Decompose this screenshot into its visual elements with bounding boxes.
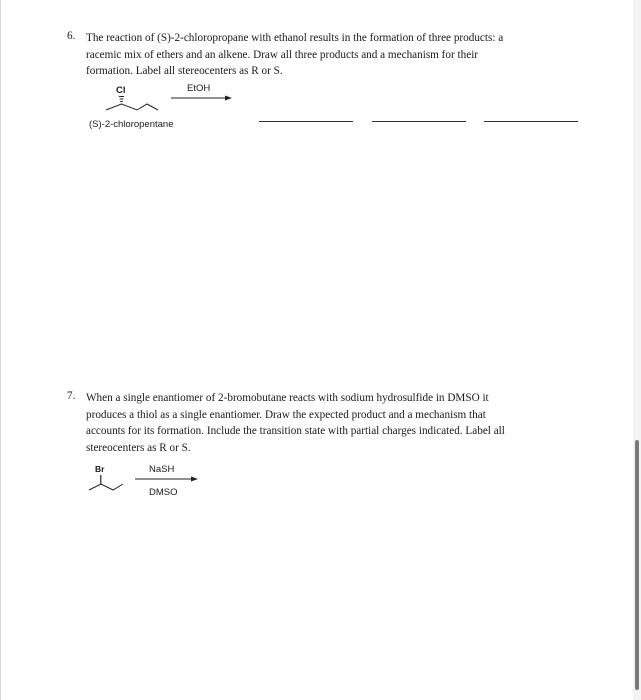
question-7-line-2: produces a thiol as a single enantiomer. Draw the expected product and a mechanism that bbox=[86, 408, 486, 421]
question-6-text bbox=[86, 30, 503, 80]
answer-blank-3 bbox=[484, 121, 578, 122]
question-6-line-2: racemic mix of ethers and an alkene. Draw all three products and a mechanism for their bbox=[86, 48, 479, 61]
question-7-reagent-bottom: DMSO bbox=[149, 487, 178, 498]
question-7-line-1: When a single enantiomer of 2-bromobutane reacts with sodium hydrosulfide in DMSO it bbox=[86, 392, 489, 404]
question-7-line-4: stereocenters as R or S. bbox=[86, 441, 191, 454]
question-7-bromine-label: Br bbox=[95, 464, 105, 474]
question-7-number: 7. bbox=[67, 390, 76, 402]
scrollbar-thumb[interactable] bbox=[635, 440, 639, 690]
question-6-skeletal-structure bbox=[101, 94, 171, 116]
answer-blank-1 bbox=[259, 121, 353, 122]
answer-blank-2 bbox=[372, 121, 466, 122]
question-6-line-1: The reaction of (S)-2-chloropropane with ethanol results in the formation of three products: a bbox=[86, 32, 504, 44]
question-6-reaction-arrow bbox=[171, 94, 233, 102]
question-6-number: 6. bbox=[67, 30, 76, 42]
question-6-reagent: EtOH bbox=[187, 83, 211, 94]
question-7-line-3: accounts for its formation. Include the transition state with partial charges indicated. Label all bbox=[86, 425, 505, 438]
question-7-skeletal-structure bbox=[85, 472, 129, 494]
question-6-chlorine-label: Cl bbox=[116, 85, 126, 96]
question-7-reaction-arrow bbox=[135, 475, 199, 483]
question-6-line-3: formation. Label all stereocenters as R or S. bbox=[86, 65, 283, 78]
question-7-reagent-top: NaSH bbox=[149, 464, 175, 475]
question-7-text bbox=[86, 390, 505, 456]
question-6-compound-name: (S)-2-chloropentane bbox=[89, 119, 174, 130]
